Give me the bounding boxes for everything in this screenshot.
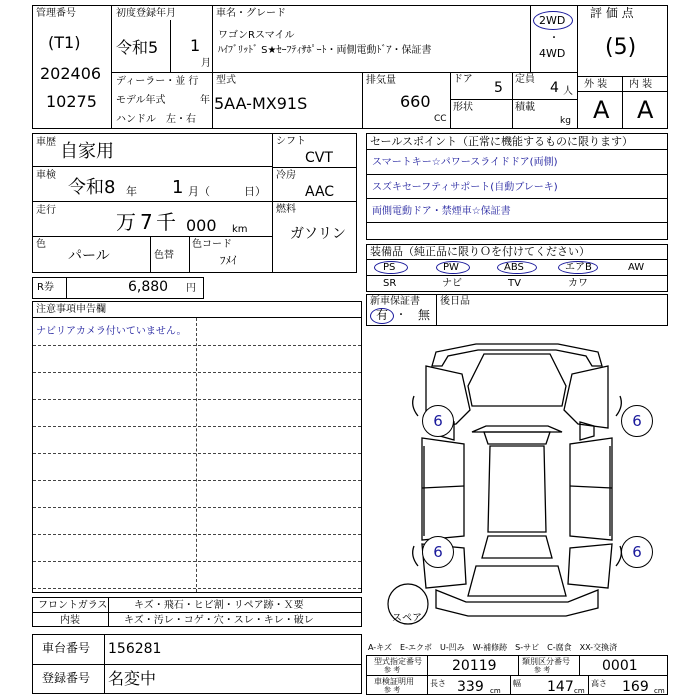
color-value: パール (68, 248, 110, 264)
warranty-none: 無 (418, 308, 431, 322)
fuel-label: 燃料 (276, 204, 296, 215)
score-value: (5) (605, 35, 637, 60)
damage-legend: A-キズ E-エクボ U-凹み W-補修跡 S-サビ C-腐食 XX-交換済 (368, 643, 618, 652)
color-code-value: ﾌﾒｲ (220, 254, 237, 267)
notes-rule-line (33, 345, 361, 346)
interior-label: 内 装 (629, 79, 653, 90)
chassis-label: 車台番号 (42, 641, 91, 655)
type-no-value: 20119 (452, 658, 497, 674)
front-glass-text: キズ・飛石・ヒビ割・リペア跡・Ｘ要 (134, 600, 304, 611)
warranty-post-label: 後日品 (440, 296, 470, 307)
notes-rule-line (33, 588, 361, 589)
shift-value: CVT (305, 150, 333, 166)
color-change-label: 色替 (154, 250, 174, 261)
header-frame (32, 5, 668, 129)
notes-rule-line (33, 561, 361, 562)
mgmt-year-month: 202406 (40, 64, 102, 83)
mgmt-code: (T1) (48, 33, 81, 52)
warranty-has: 有 (376, 308, 389, 322)
exterior-grade: A (593, 96, 610, 124)
capacity-label: 定員 (515, 74, 535, 85)
class-no-label: 類別区分番号 (522, 657, 570, 666)
recycle-value: 6,880 (128, 279, 169, 295)
first-reg-month: 1 (190, 36, 201, 55)
notes-rule-line (33, 534, 361, 535)
equipment-pw: PW (443, 262, 459, 273)
equipment-aw: AW (628, 262, 645, 273)
score-label: 評 価 点 (590, 6, 634, 20)
first-reg-era: 令和5 (116, 38, 159, 57)
width-label: 幅 (513, 679, 521, 688)
first-reg-month-unit: 月 (201, 58, 211, 69)
width-value: 147 (547, 679, 574, 695)
door-label: ドア (453, 74, 473, 85)
car-grade: ﾊｲﾌﾞﾘｯﾄﾞ S★ｾｰﾌﾃｨｻﾎﾟｰﾄ・両側電動ﾄﾞｱ・保証書 (218, 45, 432, 56)
mgmt-number: 10275 (46, 92, 97, 111)
class-no-value: 0001 (602, 658, 638, 674)
inspection-label: 車検 (36, 170, 56, 181)
equipment-ps: PS (383, 262, 396, 273)
drive-2wd: 2WD (539, 14, 566, 27)
sales-point-item: 両側電動ドア・禁煙車☆保証書 (372, 206, 511, 217)
dealer-label: ディーラー・並 行 (116, 76, 199, 87)
notes-rule-line (33, 480, 361, 481)
sales-points-title: セールスポイント（正常に機能するものに限ります） (370, 135, 634, 148)
notes-rule-line (33, 399, 361, 400)
chassis-value: 156281 (108, 641, 162, 657)
reg-value: 名変中 (108, 669, 157, 688)
name-grade-label: 車名・グレード (216, 8, 286, 19)
warranty-dot: ・ (396, 310, 406, 321)
length-label: 長さ (430, 679, 446, 688)
height-unit: cm (654, 687, 665, 695)
height-value: 169 (622, 679, 649, 695)
notes-rule-line (33, 426, 361, 427)
inspection-day-text: 日） (244, 185, 266, 198)
length-unit: cm (490, 687, 501, 695)
notes-rule-line (33, 372, 361, 373)
damage-mark-rear-left: 6 (422, 536, 454, 568)
car-damage-diagram (366, 326, 668, 636)
mileage-label: 走行 (36, 205, 56, 216)
door-value: 5 (494, 80, 503, 96)
spare-label: スペア (392, 613, 422, 624)
type-no-label: 型式指定番号 (374, 657, 422, 666)
notes-title: 注意事項申告欄 (36, 304, 106, 315)
equipment-sr: SR (383, 278, 397, 289)
fuel-value: ガソリン (290, 226, 346, 242)
damage-mark-front-left: 6 (422, 405, 454, 437)
mileage-sen: 千 (156, 210, 176, 234)
length-value: 339 (457, 679, 484, 695)
equipment-title: 装備品（純正品に限りＯを付けてください） (370, 245, 590, 258)
equipment-navi: ナビ (442, 278, 462, 289)
width-unit: cm (574, 687, 585, 695)
first-reg-label: 初度登録年月 (116, 8, 176, 19)
damage-mark-rear-right: 6 (621, 536, 653, 568)
load-label: 積載 (515, 102, 535, 113)
sales-point-item: スズキセーフティサポート(自動ブレーキ) (372, 182, 558, 193)
interior-cond-label: 内装 (60, 615, 80, 626)
drive-dot: ・ (549, 33, 559, 44)
inspection-month: 1 (172, 177, 184, 198)
cert-ref: 参 考 (384, 686, 401, 694)
model-year-unit: 年 (200, 95, 210, 106)
equipment-airbag: エアB (565, 262, 592, 273)
class-no-ref: 参 考 (534, 666, 551, 674)
color-label: 色 (36, 239, 46, 250)
color-code-label: 色コード (192, 239, 232, 250)
front-glass-label: フロントガラス (38, 600, 108, 611)
interior-grade: A (637, 96, 654, 124)
inspection-year-unit: 年 (126, 185, 137, 198)
equipment-tv: TV (508, 278, 521, 289)
exterior-label: 外 装 (584, 79, 608, 90)
mileage-rest: 000 (186, 216, 217, 235)
shift-label: シフト (276, 136, 306, 147)
equipment-leather: カワ (568, 278, 588, 289)
inspection-month-text: 月（ (188, 185, 210, 198)
car-name: ワゴンRスマイル (218, 30, 295, 41)
recycle-unit: 円 (186, 283, 196, 294)
displacement-unit: CC (434, 114, 447, 124)
reg-label: 登録番号 (42, 671, 91, 685)
drive-4wd: 4WD (539, 47, 566, 60)
usage-label: 車歴 (36, 137, 56, 148)
height-label: 高さ (591, 679, 607, 688)
model-value: 5AA-MX91S (214, 94, 308, 113)
capacity-unit: 人 (563, 86, 573, 97)
notes-rule-line (33, 453, 361, 454)
model-year-label: モデル年式 (116, 95, 166, 106)
mileage-unit: km (232, 224, 248, 235)
cert-label: 車検証明用 (374, 677, 414, 686)
ac-value: AAC (305, 184, 335, 200)
mileage-7: 7 (140, 210, 153, 234)
sales-point-item: スマートキー☆パワースライドドア(両側) (372, 157, 558, 168)
interior-cond-text: キズ・汚レ・コゲ・穴・スレ・キレ・破レ (124, 615, 314, 626)
shape-label: 形状 (453, 102, 473, 113)
notes-line: ナビリアカメラ付いていません。 (36, 326, 187, 337)
recycle-label: R券 (37, 282, 54, 293)
warranty-new-label: 新車保証書 (370, 296, 420, 307)
equipment-abs: ABS (504, 262, 524, 273)
load-unit: kg (560, 116, 571, 126)
damage-mark-front-right: 6 (621, 405, 653, 437)
capacity-value: 4 (550, 80, 559, 96)
mileage-man: 万 (116, 210, 136, 234)
type-no-ref: 参 考 (384, 666, 401, 674)
notes-rule-line (33, 507, 361, 508)
model-label: 型式 (216, 75, 236, 86)
displacement-label: 排気量 (366, 75, 396, 86)
inspection-era: 令和8 (68, 177, 116, 198)
mgmt-label: 管理番号 (36, 8, 76, 19)
recycle-box (32, 277, 204, 299)
displacement-value: 660 (400, 92, 431, 111)
usage-value: 自家用 (60, 141, 114, 162)
ac-label: 冷房 (276, 170, 296, 181)
handle-label: ハンドル 左・右 (116, 114, 196, 125)
